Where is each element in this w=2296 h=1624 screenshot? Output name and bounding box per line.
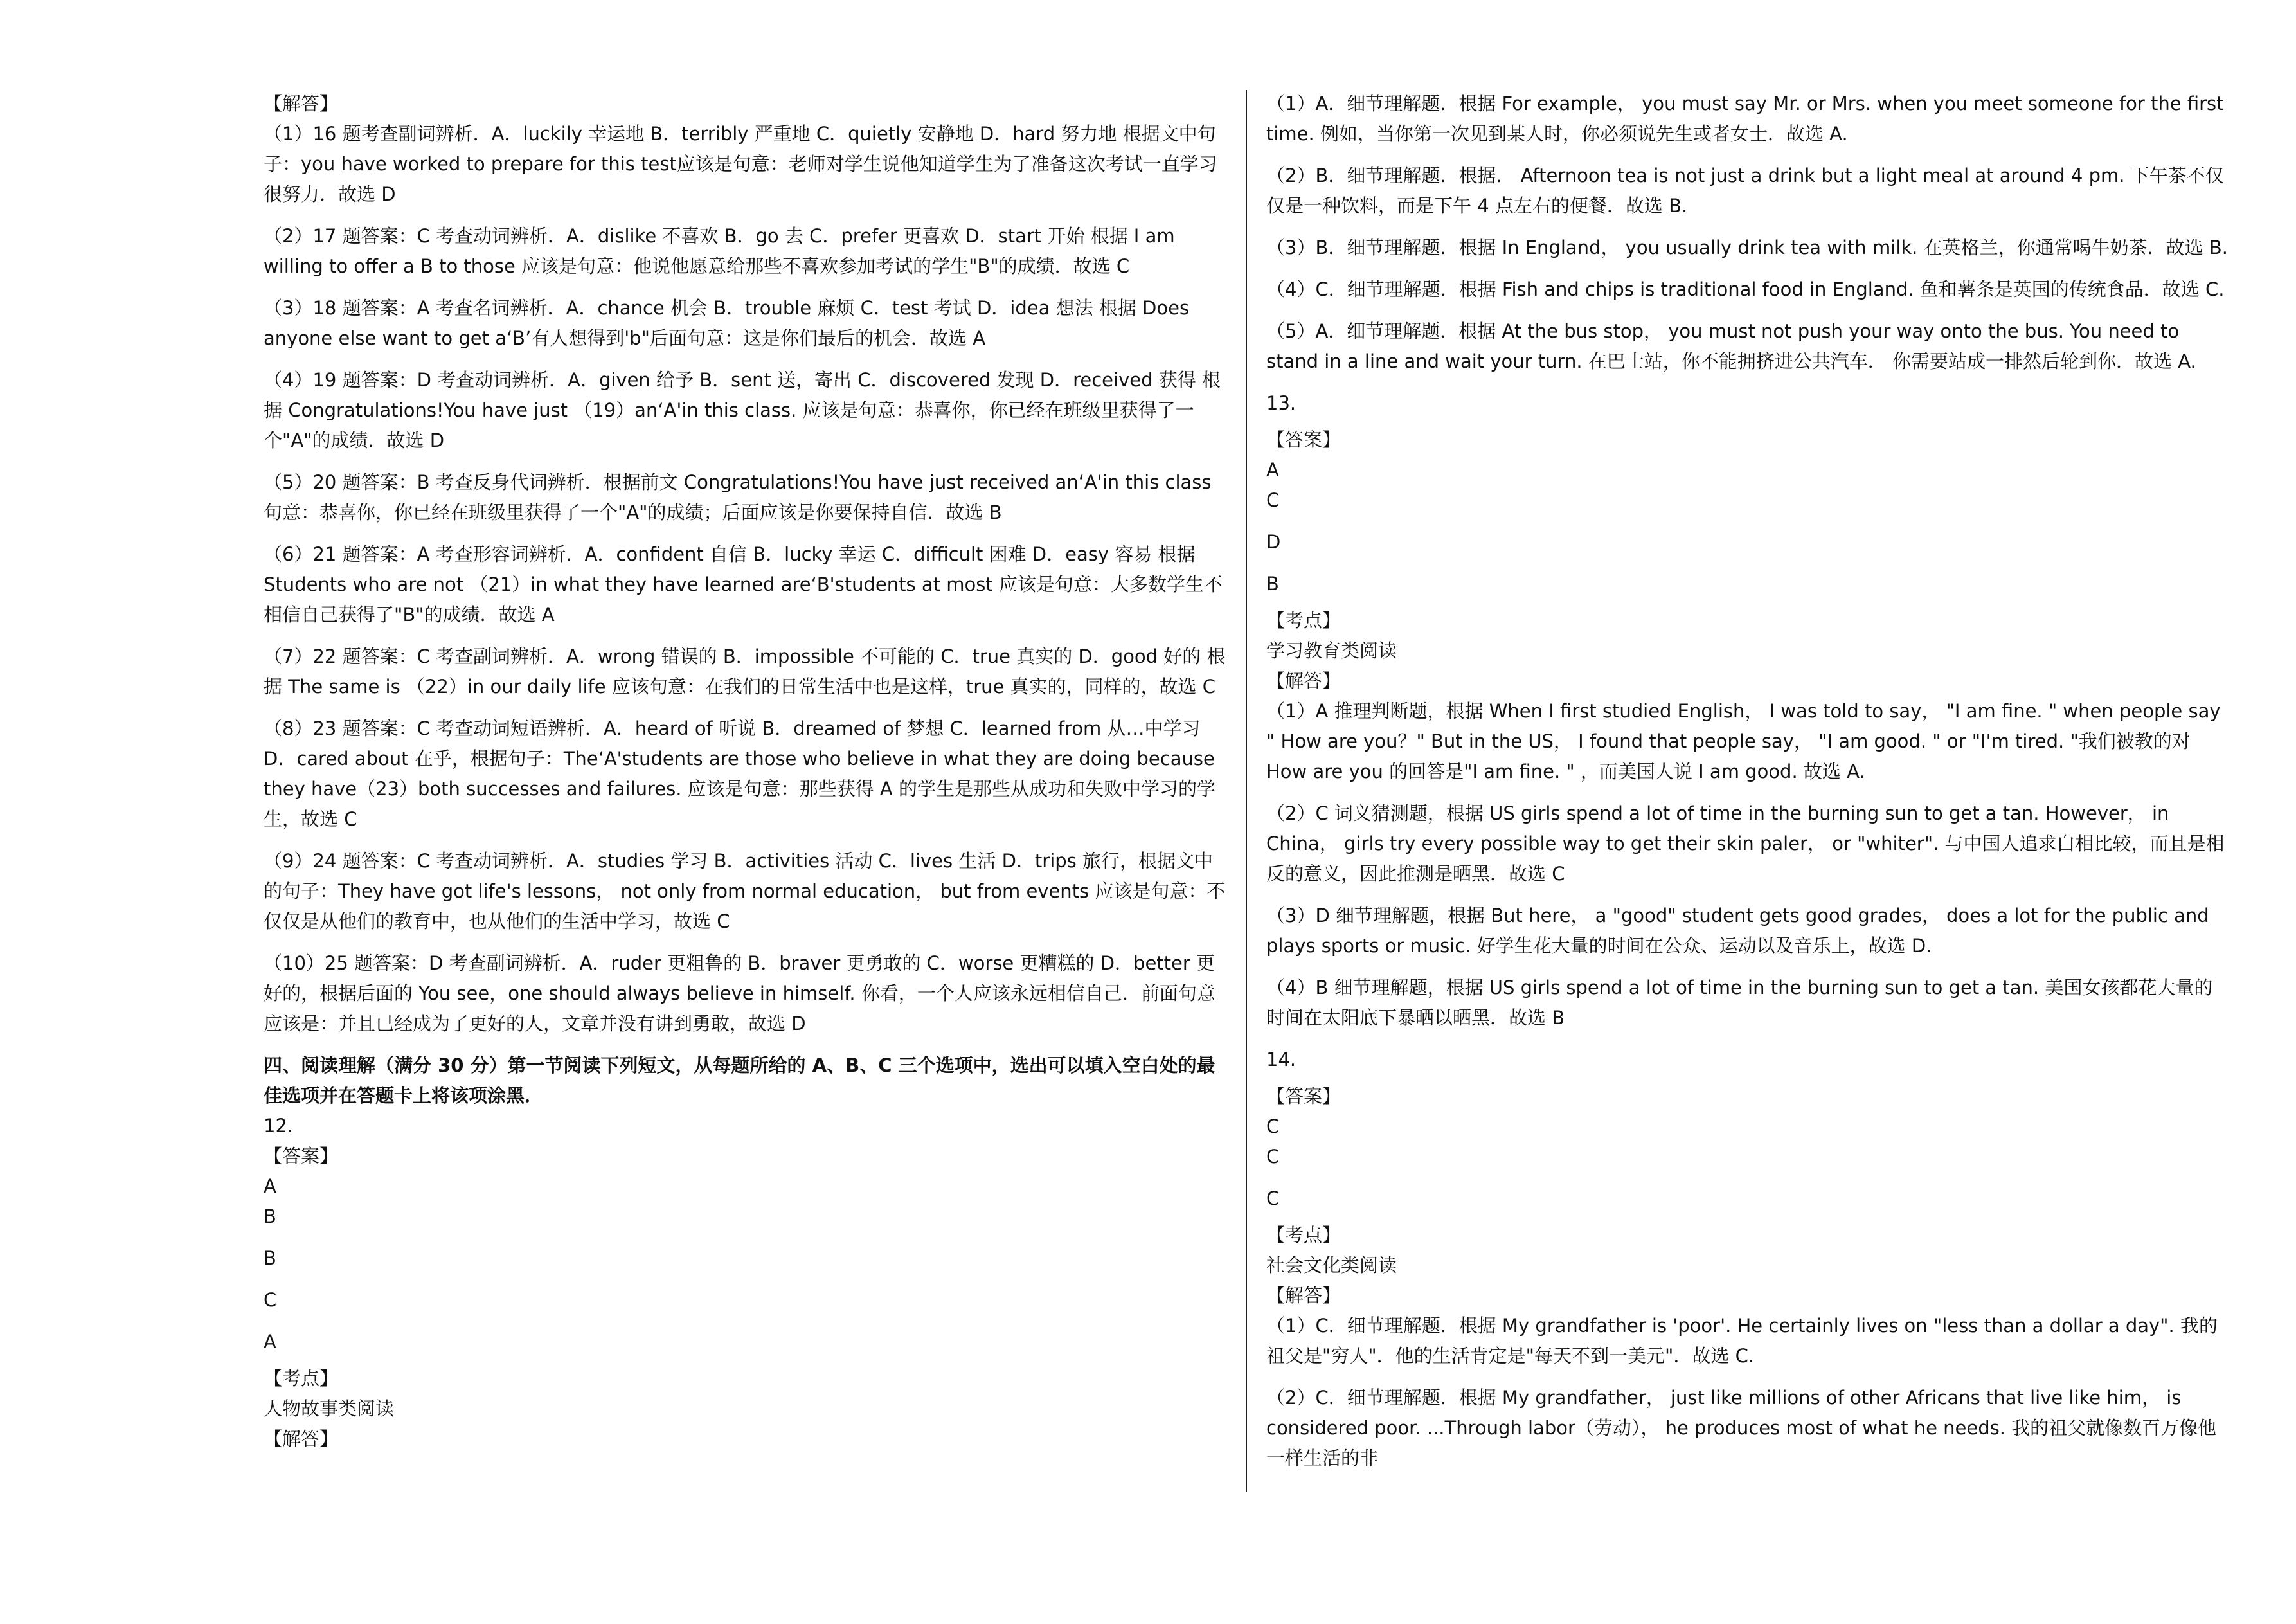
answer-para-13-3: （3）D 细节理解题，根据 But here， a "good" student gets good grades， does a lot for the public and plays sports or music. 好学生花大量的时间在公众、运动以及音乐上，故选 D. xyxy=(1266,905,2209,957)
answer-label-14: 【答案】 xyxy=(1266,1085,1341,1107)
kaodian-label-13: 【考点】 xyxy=(1266,609,1341,631)
answer-para-r4: （4）C．细节理解题．根据 Fish and chips is traditional food in England. 鱼和薯条是英国的传统食品．故选 C. xyxy=(1266,278,2225,300)
answer-para-r2: （2）B．细节理解题．根据． Afternoon tea is not just a drink but a light meal at around 4 pm. 下午茶不仅仅是一种饮料，而是下午 4 点左右的便餐．故选 B. xyxy=(1266,165,2224,217)
answer-para-r3: （3）B．细节理解题．根据 In England， you usually drink tea with milk. 在英格兰，你通常喝牛奶茶．故选 B. xyxy=(1266,237,2228,258)
answer-para-8: （8）23 题答案：C 考查动词短语辨析．A．heard of 听说 B．dreamed of 梦想 C．learned from 从…中学习 D．cared about 在乎，根据句子：The‘A'students are those who believe in what they are doing because they have（23）both successes and failures. 应该是句意：那些获得 A 的学生是那些从成功和失败中学习的学生，故选 C xyxy=(264,717,1215,830)
question-number-14: 14. xyxy=(1266,1049,1296,1070)
answer-item: C xyxy=(264,1289,277,1311)
question-number-12: 12. xyxy=(264,1115,294,1137)
kaodian-label: 【考点】 xyxy=(264,1367,339,1389)
answer-para-13-4: （4）B 细节理解题，根据 US girls spend a lot of time in the burning sun to get a tan. 美国女孩都花大量的时间在太阳底下暴晒以晒黑．故选 B xyxy=(1266,977,2213,1029)
column-divider xyxy=(1246,90,1247,1492)
answer-para-10: （10）25 题答案：D 考查副词辨析．A．ruder 更粗鲁的 B．braver 更勇敢的 C．worse 更糟糕的 D．better 更好的，根据后面的 You see，one should always believe in himself. 你看，一个人应该永远相信自己．前面句意应该是：并且已经成为了更好的人，文章并没有讲到勇敢，故选 D xyxy=(264,952,1215,1034)
right-column xyxy=(1266,89,2230,1485)
jieda-label: 【解答】 xyxy=(264,93,339,114)
answer-item: C xyxy=(1266,1187,1280,1209)
jieda-label-13: 【解答】 xyxy=(1266,670,1341,692)
section-heading: 四、阅读理解（满分 30 分）第一节阅读下列短文，从每题所给的 A、B、C 三个选项中，选出可以填入空白处的最佳选项并在答题卡上将该项涂黑． xyxy=(264,1054,1215,1106)
answer-para-5: （5）20 题答案：B 考查反身代词辨析．根据前文 Congratulations!You have just received an‘A'in this class 句意：恭喜你，你已经在班级里获得了一个"A"的成绩；后面应该是你要保持自信．故选 B xyxy=(264,471,1212,523)
kaodian-text-13: 学习教育类阅读 xyxy=(1266,640,1397,662)
kaodian-label-14: 【考点】 xyxy=(1266,1224,1341,1246)
question-number-13: 13. xyxy=(1266,392,1296,414)
answer-item: B xyxy=(264,1247,276,1269)
answer-item: C xyxy=(1266,489,1280,511)
kaodian-text: 人物故事类阅读 xyxy=(264,1398,395,1420)
left-column xyxy=(264,89,1228,1454)
answer-para-7: （7）22 题答案：C 考查副词辨析．A．wrong 错误的 B．impossible 不可能的 C．true 真实的 D．good 好的 根据 The same is （22）in our daily life 应该句意：在我们的日常生活中也是这样，true 真实的，同样的，故选 C xyxy=(264,645,1226,698)
answer-para-14-1: （1）C．细节理解题．根据 My grandfather is 'poor'. He certainly lives on "less than a dollar a day". 我的祖父是"穷人"．他的生活肯定是"每天不到一美元"．故选 C. xyxy=(1266,1315,2218,1367)
answer-label-13: 【答案】 xyxy=(1266,429,1341,451)
answer-item: C xyxy=(1266,1146,1280,1168)
answer-para-13-1: （1）A 推理判断题，根据 When I first studied English， I was told to say， "I am fine. " when people say " How are you？" But in the US， I found that people say， "I am good. " or "I'm tired. "我们被教的对 How are you 的回答是"I am fine. " ，而美国人说 I am good. 故选 A. xyxy=(1266,700,2221,782)
answer-label: 【答案】 xyxy=(264,1145,339,1167)
answer-para-9: （9）24 题答案：C 考查动词辨析．A．studies 学习 B．activities 活动 C．lives 生活 D．trips 旅行，根据文中的句子：They have got life's lessons， not only from normal education， but from events 应该是句意：不仅仅是从他们的教育中，也从他们的生活中学习，故选 C xyxy=(264,850,1226,932)
answer-item: D xyxy=(1266,531,1281,553)
answer-item: A xyxy=(264,1331,276,1353)
kaodian-text-14: 社会文化类阅读 xyxy=(1266,1254,1397,1276)
answer-para-13-2: （2）C 词义猜测题，根据 US girls spend a lot of time in the burning sun to get a tan. However， in China， girls try every possible way to get their skin paler， or "whiter". 与中国人追求白相比较，而且是相反的意义，因此推测是晒黑．故选 C xyxy=(1266,802,2225,885)
jieda-label-14: 【解答】 xyxy=(1266,1285,1341,1306)
answer-para-1: （1）16 题考查副词辨析．A．luckily 幸运地 B．terribly 严重地 C．quietly 安静地 D．hard 努力地 根据文中句子：you have worked to prepare for this test应该是句意：老师对学生说他知道学生为了准备这次考试一直学习很努力．故选 D xyxy=(264,123,1217,205)
answer-para-r5: （5）A．细节理解题．根据 At the bus stop， you must not push your way onto the bus. You need to stand in a line and wait your turn. 在巴士站，你不能拥挤进公共汽车． 你需要站成一排然后轮到你．故选 A. xyxy=(1266,320,2196,372)
answer-item: C xyxy=(1266,1115,1280,1137)
answer-para-3: （3）18 题答案：A 考查名词辨析．A．chance 机会 B．trouble 麻烦 C．test 考试 D．idea 想法 根据 Does anyone else want to get a‘B’有人想得到'b"后面句意：这是你们最后的机会．故选 A xyxy=(264,297,1190,349)
answer-para-2: （2）17 题答案：C 考查动词辨析．A．dislike 不喜欢 B．go 去 C．prefer 更喜欢 D．start 开始 根据 I am willing to offer a B to those 应该是句意：他说他愿意给那些不喜欢参加考试的学生"B"的成绩．故选 C xyxy=(264,225,1175,277)
jieda-label-2: 【解答】 xyxy=(264,1428,339,1450)
answer-item: A xyxy=(264,1175,276,1197)
answer-para-6: （6）21 题答案：A 考查形容词辨析．A．confident 自信 B．lucky 幸运 C．difficult 困难 D．easy 容易 根据 Students who are not （21）in what they have learned are‘B'students at most 应该是句意：大多数学生不相信自己获得了"B"的成绩．故选 A xyxy=(264,543,1223,626)
answer-para-r1: （1）A．细节理解题．根据 For example， you must say Mr. or Mrs. when you meet someone for the first time. 例如，当你第一次见到某人时，你必须说先生或者女士．故选 A. xyxy=(1266,93,2224,145)
answer-para-14-2: （2）C．细节理解题．根据 My grandfather， just like millions of other Africans that live like him， is considered poor. ...Through labor（劳动）， he produces most of what he needs. 我的祖父就像数百万像他一样生活的非 xyxy=(1266,1387,2217,1469)
answer-para-4: （4）19 题答案：D 考查动词辨析．A．given 给予 B．sent 送，寄出 C．discovered 发现 D．received 获得 根据 Congratulations!You have just （19）an‘A'in this class. 应该是句意：恭喜你，你已经在班级里获得了一个"A"的成绩．故选 D xyxy=(264,369,1221,451)
answer-item: B xyxy=(264,1205,276,1227)
answer-item: A xyxy=(1266,459,1279,481)
answer-item: B xyxy=(1266,573,1279,595)
